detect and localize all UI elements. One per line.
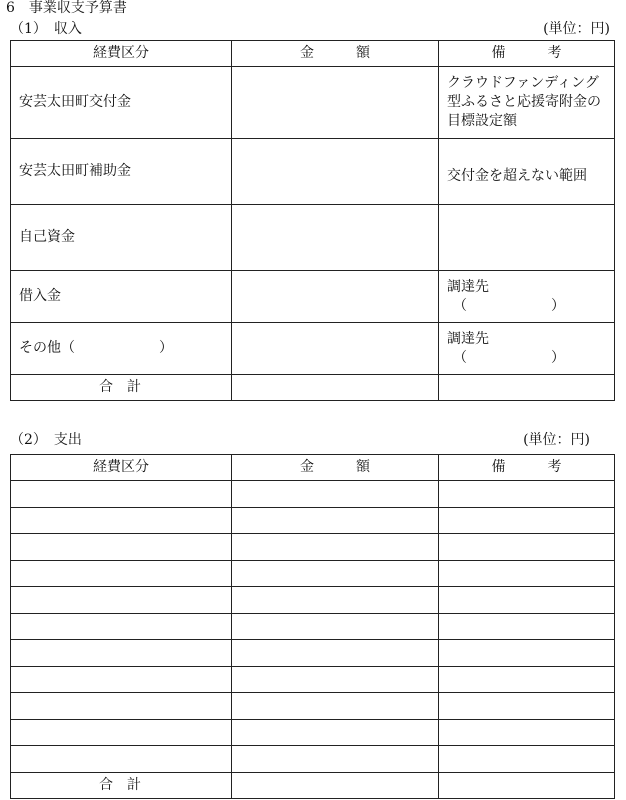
expense-row: [11, 719, 615, 746]
revenue-total-amount[interactable]: [232, 375, 439, 401]
expense-table: [10, 454, 615, 799]
expense-amount-cell[interactable]: [232, 560, 439, 587]
expense-note-cell[interactable]: [439, 481, 615, 508]
expense-total-amount[interactable]: [232, 772, 439, 798]
revenue-note-cell: [439, 67, 615, 139]
note-line: 調達先: [447, 330, 489, 347]
expense-category-cell[interactable]: [11, 640, 232, 667]
expense-unit-label: (単位：円): [523, 432, 590, 448]
expense-amount-cell[interactable]: [232, 507, 439, 534]
expense-row: [11, 534, 615, 561]
expense-amount-cell[interactable]: [232, 534, 439, 561]
expense-amount-cell[interactable]: [232, 481, 439, 508]
expense-amount-cell[interactable]: [232, 746, 439, 773]
expense-amount-cell[interactable]: [232, 640, 439, 667]
expense-total-note[interactable]: [439, 772, 615, 798]
revenue-category: その他（ ）: [11, 323, 232, 375]
expense-category-cell[interactable]: [11, 613, 232, 640]
note-line: （ ）: [453, 297, 565, 314]
header-note: 備 考: [439, 41, 615, 67]
expense-category-cell[interactable]: [11, 666, 232, 693]
revenue-table: [10, 40, 615, 401]
expense-note-cell[interactable]: [439, 693, 615, 720]
revenue-total-label: 合 計: [11, 375, 232, 401]
expense-amount-cell[interactable]: [232, 613, 439, 640]
expense-total-row: [11, 772, 615, 798]
expense-category-cell[interactable]: [11, 534, 232, 561]
note-line: クラウドファンディング: [447, 75, 599, 91]
revenue-note-cell: [439, 271, 615, 323]
expense-row: [11, 693, 615, 720]
revenue-section-caption: （1） 収入: [10, 21, 82, 37]
note-line: 型ふるさと応援寄附金の: [447, 94, 601, 110]
expense-row: [11, 666, 615, 693]
expense-note-cell[interactable]: [439, 719, 615, 746]
revenue-row: [11, 271, 615, 323]
expense-note-cell[interactable]: [439, 587, 615, 614]
expense-row: [11, 560, 615, 587]
revenue-unit-label: (単位：円): [543, 21, 610, 37]
expense-category-cell[interactable]: [11, 481, 232, 508]
revenue-category: 自己資金: [11, 205, 232, 271]
expense-category-cell[interactable]: [11, 719, 232, 746]
revenue-row: [11, 139, 615, 205]
note-line: （ ）: [453, 349, 565, 366]
revenue-note-cell: [439, 323, 615, 375]
revenue-amount-cell[interactable]: [232, 139, 439, 205]
document-title: 6 事業収支予算書: [6, 0, 127, 16]
revenue-header-row: [11, 41, 615, 67]
expense-category-cell[interactable]: [11, 587, 232, 614]
revenue-category: 借入金: [11, 271, 232, 323]
expense-amount-cell[interactable]: [232, 666, 439, 693]
expense-row: [11, 640, 615, 667]
expense-row: [11, 507, 615, 534]
expense-rows: [11, 481, 615, 773]
revenue-total-note[interactable]: [439, 375, 615, 401]
expense-note-cell[interactable]: [439, 560, 615, 587]
header-note: 備 考: [439, 455, 615, 481]
header-category: 経費区分: [11, 455, 232, 481]
expense-note-cell[interactable]: [439, 640, 615, 667]
expense-category-cell[interactable]: [11, 507, 232, 534]
expense-row: [11, 746, 615, 773]
expense-row: [11, 481, 615, 508]
revenue-total-row: [11, 375, 615, 401]
expense-row: [11, 613, 615, 640]
revenue-amount-cell[interactable]: [232, 323, 439, 375]
revenue-row: [11, 323, 615, 375]
expense-amount-cell[interactable]: [232, 693, 439, 720]
revenue-amount-cell[interactable]: [232, 205, 439, 271]
note-line: 調達先: [447, 278, 489, 295]
expense-amount-cell[interactable]: [232, 587, 439, 614]
revenue-amount-cell[interactable]: [232, 271, 439, 323]
header-category: 経費区分: [11, 41, 232, 67]
expense-category-cell[interactable]: [11, 693, 232, 720]
revenue-row: [11, 205, 615, 271]
expense-row: [11, 587, 615, 614]
expense-note-cell[interactable]: [439, 746, 615, 773]
expense-note-cell[interactable]: [439, 666, 615, 693]
expense-category-cell[interactable]: [11, 560, 232, 587]
revenue-category: 安芸太田町交付金: [11, 67, 232, 139]
expense-total-label: 合 計: [11, 772, 232, 798]
expense-section-caption: （2） 支出: [10, 432, 82, 448]
header-amount: 金 額: [232, 41, 439, 67]
expense-header-row: [11, 455, 615, 481]
note-line: 目標設定額: [447, 113, 517, 129]
header-amount: 金 額: [232, 455, 439, 481]
revenue-note-cell[interactable]: [439, 205, 615, 271]
expense-note-cell[interactable]: [439, 534, 615, 561]
revenue-note-cell: [439, 139, 615, 205]
revenue-row: [11, 67, 615, 139]
expense-amount-cell[interactable]: [232, 719, 439, 746]
expense-note-cell[interactable]: [439, 507, 615, 534]
note-line: 交付金を超えない範囲: [447, 168, 587, 184]
revenue-amount-cell[interactable]: [232, 67, 439, 139]
revenue-category: 安芸太田町補助金: [11, 139, 232, 205]
expense-category-cell[interactable]: [11, 746, 232, 773]
expense-note-cell[interactable]: [439, 613, 615, 640]
